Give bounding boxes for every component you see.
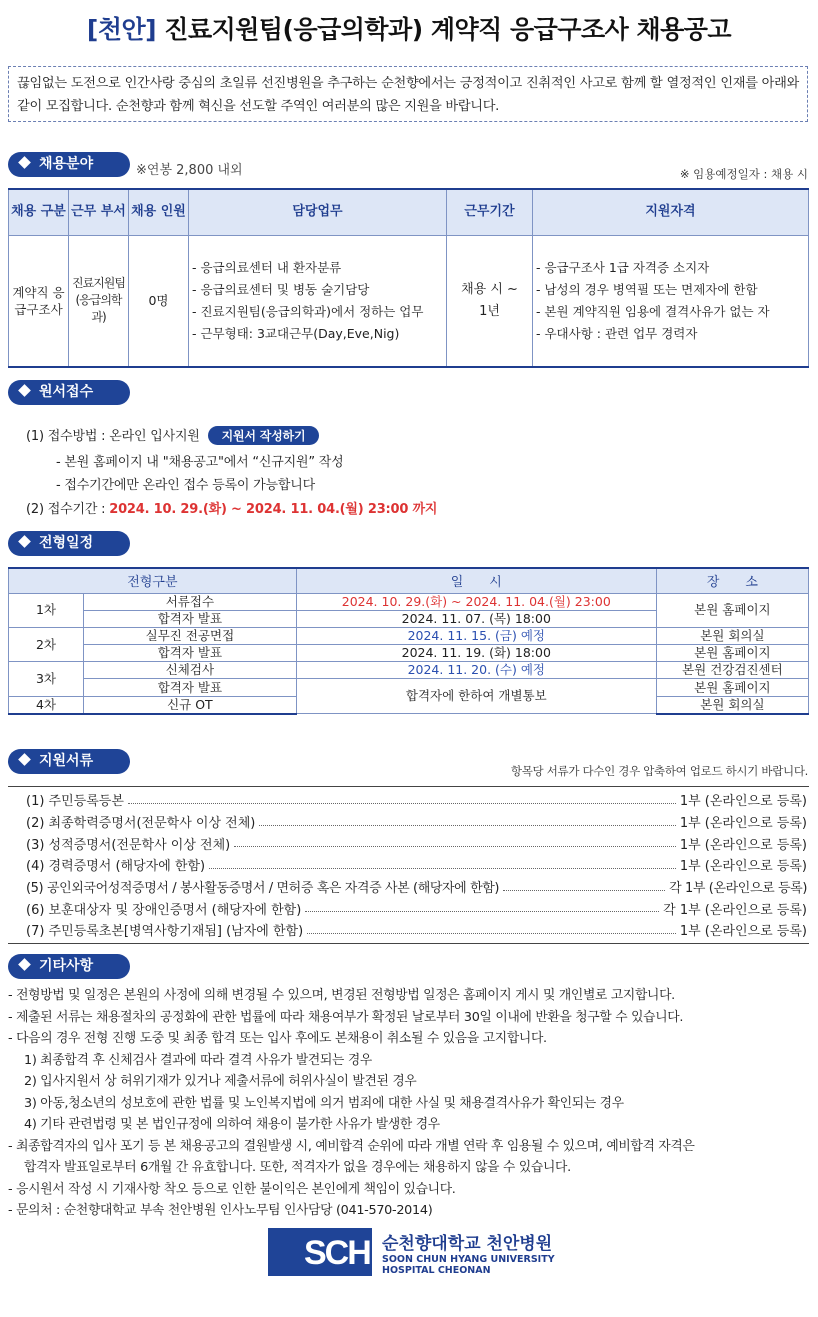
stage-1a: 서류접수	[84, 593, 297, 610]
cell-count: 0명	[129, 235, 189, 367]
merged-notice: 합격자에 한하여 개별통보	[296, 679, 656, 714]
section-etc-header	[8, 954, 130, 979]
section-docs-header	[8, 749, 130, 774]
section-apply-label: 원서접수	[39, 384, 94, 400]
dot-leader	[305, 904, 659, 912]
cell-quals	[533, 235, 809, 367]
doc-value: 1부 (온라인으로 등록)	[679, 859, 807, 875]
table-row	[9, 235, 809, 367]
doc-value: 1부 (온라인으로 등록)	[679, 794, 807, 810]
apply-sub2: - 접수기간에만 온라인 접수 등록이 가능합니다	[56, 478, 315, 493]
table-row	[9, 662, 809, 679]
list-item: - 남성의 경우 병역필 또는 면제자에 한함	[536, 281, 758, 297]
dot-leader	[234, 839, 676, 847]
stage-3: 3차	[9, 662, 84, 696]
list-item	[8, 789, 809, 811]
etc-notes	[8, 985, 809, 1222]
etc-line: 2) 입사지원서 상 허위기재가 있거나 제출서류에 허위사실이 발견된 경우	[24, 1074, 417, 1089]
list-item	[8, 854, 809, 876]
logo-mark-text: SCH	[304, 1234, 370, 1272]
th-stage: 전형구분	[9, 568, 297, 593]
page-title	[0, 10, 818, 46]
logo-korean-name: 순천향대학교 천안병원	[382, 1234, 553, 1254]
table-row	[9, 593, 809, 610]
logo-english-line2: HOSPITAL CHEONAN	[382, 1265, 491, 1276]
doc-value: 1부 (온라인으로 등록)	[679, 924, 807, 940]
list-item: - 본원 계약직원 임용에 결격사유가 없는 자	[536, 303, 770, 319]
diamond-icon	[18, 384, 31, 397]
docs-note: 항목당 서류가 다수인 경우 압축하여 업로드 하시기 바랍니다.	[510, 764, 808, 778]
stage-2a-date: 2024. 11. 15. (금) 예정	[296, 627, 656, 644]
diamond-icon	[18, 958, 31, 971]
etc-line: 3) 아동,청소년의 성보호에 관한 법률 및 노인복지법에 의거 범죄에 대한 사실 및 채용결격사유가 확인되는 경우	[24, 1095, 624, 1111]
doc-name: (4) 경력증명서 (해당자에 한함)	[26, 859, 206, 875]
cell-period: 채용 시 ~ 1년	[447, 235, 533, 367]
stage-1a-date: 2024. 10. 29.(화) ~ 2024. 11. 04.(월) 23:00	[296, 593, 656, 610]
table-row	[9, 645, 809, 662]
th-date: 일 시	[296, 568, 656, 593]
list-item	[8, 919, 809, 941]
cell-type: 계약직 응급구조사	[9, 235, 69, 367]
list-item	[8, 876, 809, 898]
stage-4: 4차	[9, 696, 84, 714]
stage-1b-date: 2024. 11. 07. (목) 18:00	[296, 610, 656, 627]
doc-value: 각 1부 (온라인으로 등록)	[663, 902, 807, 918]
th-qual: 지원자격	[533, 189, 809, 235]
list-item: - 응급구조사 1급 자격증 소지자	[536, 259, 710, 275]
stage-4-place: 본원 회의실	[656, 696, 808, 714]
etc-line: 4) 기타 관련법령 및 본 법인규정에 의하여 채용이 불가한 사유가 발생한 경우	[24, 1117, 440, 1132]
dot-leader	[259, 818, 676, 826]
th-period: 근무기간	[447, 189, 533, 235]
intro-box: 끊임없는 도전으로 인간사랑 중심의 초일류 선진병원을 추구하는 순천향에서는 긍정적이고 진취적인 사고로 함께 할 열정적인 인재를 아래와 같이 모집합니다. 순천향과 함께 혁신을 선도할 주역인 여러분의 많은 지원을 바랍니다.	[8, 66, 808, 122]
stage-4a: 신규 OT	[84, 696, 297, 714]
logo-english-line1: SOON CHUN HYANG UNIVERSITY	[382, 1254, 555, 1265]
apply-method-label: (1) 접수방법 : 온라인 입사지원	[26, 429, 200, 444]
etc-line: - 최종합격자의 입사 포기 등 본 채용공고의 결원발생 시, 예비합격 순위에 따라 개별 연락 후 임용될 수 있으며, 예비합격 자격은	[8, 1138, 695, 1154]
stage-2a: 실무진 전공면접	[84, 627, 297, 644]
apply-period-label: (2) 접수기간 :	[26, 502, 106, 517]
etc-line: - 다음의 경우 전형 진행 도중 및 최종 합격 또는 입사 후에도 본채용이 취소될 수 있음을 고지합니다.	[8, 1031, 547, 1046]
etc-line: - 제출된 서류는 채용절차의 공정화에 관한 법률에 따라 채용여부가 확정된 날로부터 30일 이내에 반환을 청구할 수 있습니다.	[8, 1009, 684, 1025]
th-duty: 담당업무	[189, 189, 447, 235]
apply-sub1: - 본원 홈페이지 내 "채용공고"에서 “신규지원” 작성	[56, 455, 344, 470]
stage-3a-date: 2024. 11. 20. (수) 예정	[296, 662, 656, 679]
th-count: 채용 인원	[129, 189, 189, 235]
cell-dept: 진료지원팀 (응급의학과)	[69, 235, 129, 367]
section-schedule-label: 전형일정	[39, 535, 94, 551]
etc-line: - 전형방법 및 일정은 본원의 사정에 의해 변경될 수 있으며, 변경된 전형방법 일정은 홈페이지 게시 및 개인별로 고지합니다.	[8, 988, 675, 1003]
dot-leader	[307, 926, 676, 934]
title-tag: [천안]	[86, 15, 157, 44]
stage-3b: 합격자 발표	[84, 679, 297, 696]
doc-name: (5) 공인외국어성적증명서 / 봉사활동증명서 / 면허증 혹은 자격증 사본 (해당자에 한함)	[26, 881, 500, 897]
list-item: - 응급의료센터 및 병동 술기담당	[192, 281, 370, 297]
apply-method	[26, 425, 319, 445]
list-item: - 근무형태: 3교대근무(Day,Eve,Nig)	[192, 325, 400, 341]
etc-line: 합격자 발표일로부터 6개월 간 유효합니다. 또한, 적격자가 없을 경우에는 채용하지 않을 수 있습니다.	[24, 1160, 571, 1175]
cell-duties	[189, 235, 447, 367]
th-dept: 근무 부서	[69, 189, 129, 235]
stage-1b: 합격자 발표	[84, 610, 297, 627]
th-place: 장 소	[656, 568, 808, 593]
recruit-table	[8, 188, 809, 368]
stage-1-place: 본원 홈페이지	[656, 593, 808, 627]
th-type: 채용 구분	[9, 189, 69, 235]
schedule-table	[8, 567, 809, 715]
stage-2: 2차	[9, 627, 84, 661]
logo-english-name	[382, 1254, 555, 1276]
section-etc-label: 기타사항	[39, 958, 94, 974]
doc-name: (6) 보훈대상자 및 장애인증명서 (해당자에 한함)	[26, 902, 302, 918]
table-row	[9, 627, 809, 644]
list-item	[8, 832, 809, 854]
list-item: - 응급의료센터 내 환자분류	[192, 259, 342, 275]
docs-list	[8, 786, 809, 944]
table-row	[9, 679, 809, 696]
section-schedule-header	[8, 531, 130, 556]
doc-value: 각 1부 (온라인으로 등록)	[669, 881, 807, 897]
hospital-logo	[268, 1228, 558, 1276]
doc-name: (2) 최종학력증명서(전문학사 이상 전체)	[26, 816, 256, 832]
dot-leader	[209, 861, 676, 869]
stage-2a-place: 본원 회의실	[656, 627, 808, 644]
section-docs-label: 지원서류	[39, 753, 94, 769]
etc-line: 1) 최종합격 후 신체검사 결과에 따라 결격 사유가 발견되는 경우	[24, 1052, 372, 1068]
salary-note: ※연봉 2,800 내외	[136, 163, 243, 178]
start-date-note: ※ 임용예정일자 : 채용 시	[679, 167, 808, 181]
dot-leader	[128, 796, 676, 804]
stage-3a: 신체검사	[84, 662, 297, 679]
doc-value: 1부 (온라인으로 등록)	[679, 837, 807, 853]
list-item: - 우대사항 : 관련 업무 경력자	[536, 325, 698, 341]
doc-name: (3) 성적증명서(전문학사 이상 전체)	[26, 837, 231, 853]
stage-2b-place: 본원 홈페이지	[656, 645, 808, 662]
diamond-icon	[18, 535, 31, 548]
etc-line: - 응시원서 작성 시 기재사항 착오 등으로 인한 불이익은 본인에게 책임이 있습니다.	[8, 1181, 456, 1197]
stage-1: 1차	[9, 593, 84, 627]
section-apply-header	[8, 380, 130, 405]
list-item	[8, 811, 809, 833]
apply-period	[26, 498, 437, 517]
section-recruit-label: 채용분야	[39, 156, 94, 172]
doc-value: 1부 (온라인으로 등록)	[679, 816, 807, 832]
stage-2b-date: 2024. 11. 19. (화) 18:00	[296, 645, 656, 662]
logo-mark	[268, 1228, 372, 1276]
stage-3a-place: 본원 건강검진센터	[656, 662, 808, 679]
list-item: - 진료지원팀(응급의학과)에서 정하는 업무	[192, 303, 424, 319]
doc-name: (1) 주민등록등본	[26, 794, 124, 810]
section-recruit-header	[8, 152, 130, 177]
diamond-icon	[18, 753, 31, 766]
stage-3b-place: 본원 홈페이지	[656, 679, 808, 696]
stage-2b: 합격자 발표	[84, 645, 297, 662]
etc-line: - 문의처 : 순천향대학교 부속 천안병원 인사노무팀 인사담당 (041-570-2014)	[8, 1203, 433, 1218]
dot-leader	[503, 883, 665, 891]
doc-name: (7) 주민등록초본[병역사항기재됨] (남자에 한함)	[26, 924, 304, 940]
title-text: 진료지원팀(응급의학과) 계약직 응급구조사 채용공고	[164, 15, 732, 44]
diamond-icon	[18, 156, 31, 169]
write-application-button[interactable]: 지원서 작성하기	[208, 426, 320, 445]
apply-period-value: 2024. 10. 29.(화) ~ 2024. 11. 04.(월) 23:00 까지	[109, 502, 438, 517]
list-item	[8, 897, 809, 919]
